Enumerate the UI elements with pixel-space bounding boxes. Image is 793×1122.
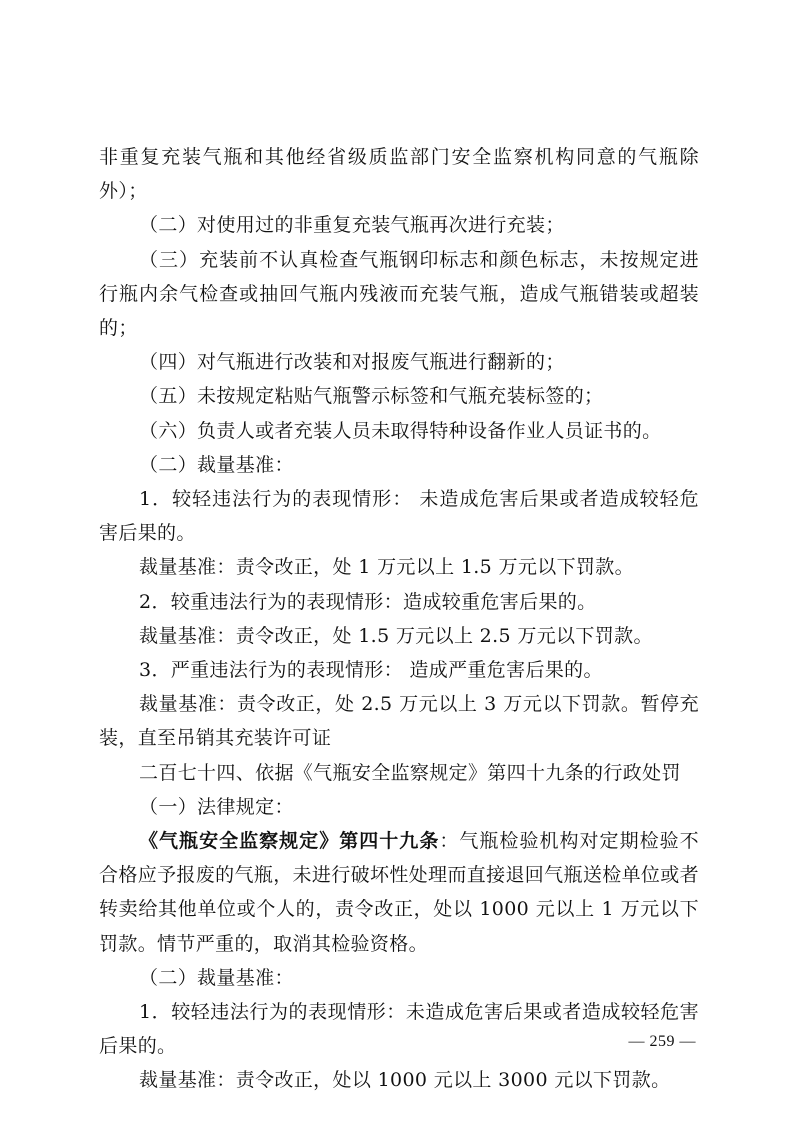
article-heading: 二百七十四、依据《气瓶安全监察规定》第四十九条的行政处罚	[139, 761, 681, 784]
paragraph: 非重复充装气瓶和其他经省级质监部门安全监察机构同意的气瓶除外）；	[99, 146, 699, 203]
paragraph: 1．较轻违法行为的表现情形：未造成危害后果或者造成较轻危害后果的。	[99, 1001, 699, 1058]
section-heading: （一）法律规定：	[139, 795, 294, 818]
paragraph: （五）未按规定粘贴气瓶警示标签和气瓶充装标签的；	[139, 385, 604, 408]
page-number: — 259 —	[628, 1033, 696, 1050]
paragraph: （二）对使用过的非重复充装气瓶再次进行充装；	[139, 214, 565, 237]
regulation-text: ：气瓶检验机构对定期检验不合格应予报废的气瓶，未进行破坏性处理而直接退回气瓶送检单位或者转卖给其他单位或个人的，责令改正，处以 1000 元以上 1 万元以下罚款。情节严重的，取消其检验资格。	[99, 830, 699, 955]
section-heading: （二）裁量基准：	[139, 966, 294, 989]
body-text	[99, 140, 699, 1098]
paragraph: 裁量基准：责令改正，处 1.5 万元以上 2.5 万元以下罚款。	[139, 624, 653, 647]
paragraph: （三）充装前不认真检查气瓶钢印标志和颜色标志，未按规定进行瓶内余气检查或抽回气瓶内残液而充装气瓶，造成气瓶错装或超装的；	[99, 248, 699, 340]
paragraph: 裁量基准：责令改正，处 1 万元以上 1.5 万元以下罚款。	[139, 556, 634, 579]
section-heading: （二）裁量基准：	[139, 453, 294, 476]
paragraph: 裁量基准：责令改正，处 2.5 万元以上 3 万元以下罚款。暂停充装，直至吊销其充装许可证	[99, 693, 699, 750]
paragraph: 1．较轻违法行为的表现情形： 未造成危害后果或者造成较轻危害后果的。	[99, 488, 699, 545]
regulation-citation: 《气瓶安全监察规定》第四十九条	[139, 830, 440, 853]
paragraph: （六）负责人或者充装人员未取得特种设备作业人员证书的。	[139, 419, 662, 442]
paragraph: （四）对气瓶进行改装和对报废气瓶进行翻新的；	[139, 351, 565, 374]
paragraph: 裁量基准：责令改正，处以 1000 元以上 3000 元以下罚款。	[139, 1069, 671, 1092]
paragraph	[99, 824, 699, 961]
paragraph: 2．较重违法行为的表现情形：造成较重危害后果的。	[139, 590, 597, 613]
paragraph: 3．严重违法行为的表现情形： 造成严重危害后果的。	[139, 659, 603, 682]
